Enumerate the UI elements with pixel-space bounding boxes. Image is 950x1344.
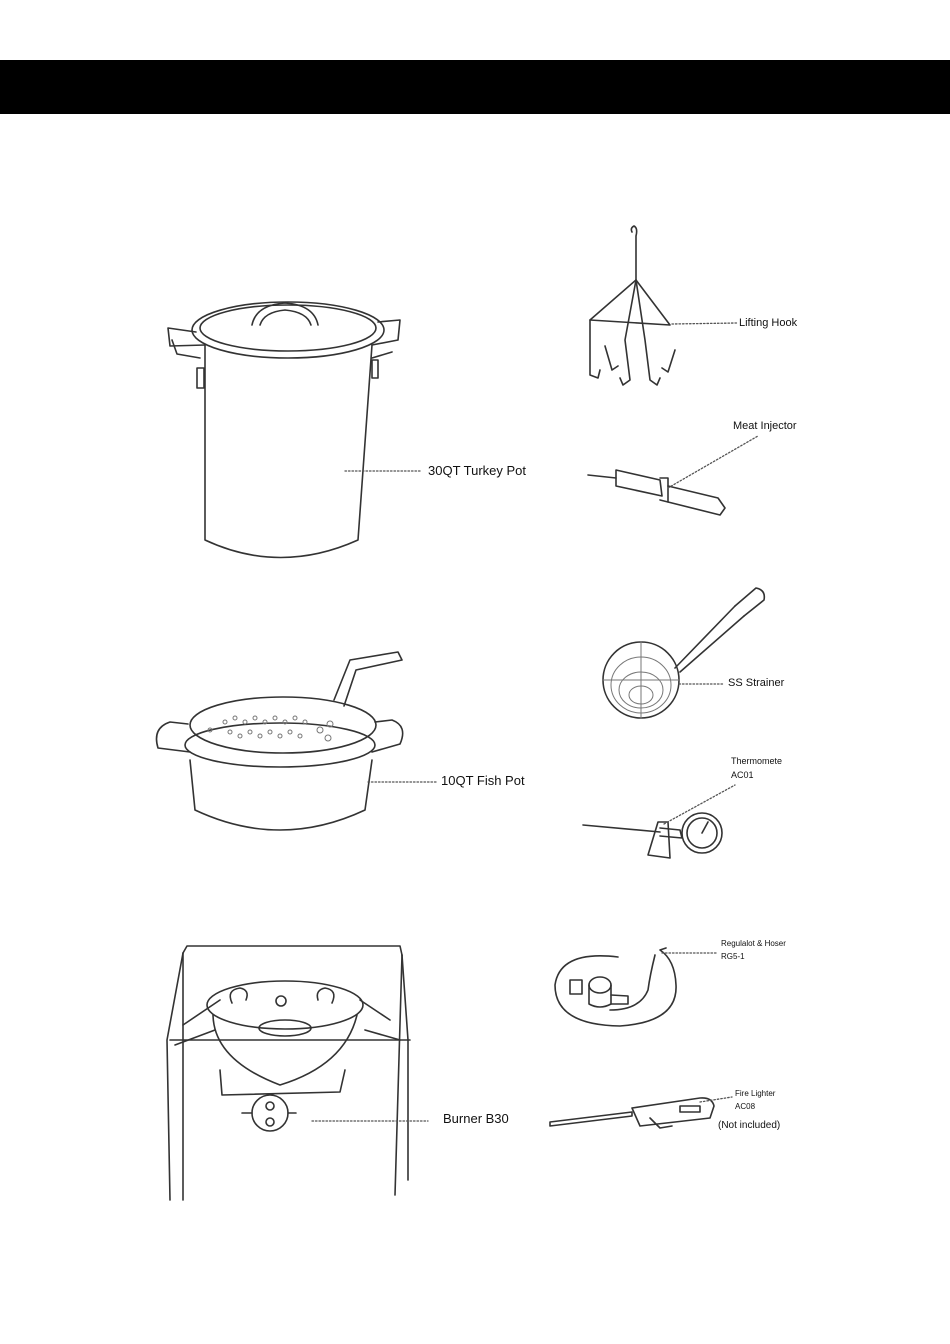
turkey-pot-label: 30QT Turkey Pot <box>428 463 527 478</box>
burner-stand-icon <box>167 946 410 1200</box>
fire-lighter-label <box>735 1087 775 1113</box>
strainer-icon <box>603 588 764 718</box>
regulator-label-line1: Regulalot & Hoser <box>721 939 786 948</box>
regulator-hose-icon <box>555 948 676 1026</box>
turkey-pot-icon <box>168 302 400 558</box>
thermometer-label-line2: AC01 <box>731 770 754 780</box>
lifting-hook-leader <box>672 323 737 324</box>
fish-pot-icon <box>157 652 403 830</box>
thermometer-label <box>731 754 782 782</box>
meat-injector-icon <box>588 470 725 515</box>
not-included-note: (Not included) <box>718 1120 781 1131</box>
lifting-hook-icon <box>590 226 675 385</box>
fire-lighter-label-line2: AC08 <box>735 1102 756 1111</box>
meat-injector-leader <box>668 436 758 488</box>
fire-lighter-icon <box>550 1098 714 1128</box>
strainer-label: SS Strainer <box>728 677 785 689</box>
fire-lighter-label-line1: Fire Lighter <box>735 1089 776 1098</box>
burner-label: Burner B30 <box>443 1111 509 1126</box>
regulator-label <box>721 937 786 963</box>
lifting-hook-label: Lifting Hook <box>739 317 798 329</box>
fish-pot-label: 10QT Fish Pot <box>441 773 525 788</box>
thermometer-label-line1: Thermomete <box>731 756 783 766</box>
meat-injector-label: Meat Injector <box>733 420 797 432</box>
regulator-label-line2: RG5-1 <box>721 952 745 961</box>
thermometer-icon <box>583 813 722 858</box>
